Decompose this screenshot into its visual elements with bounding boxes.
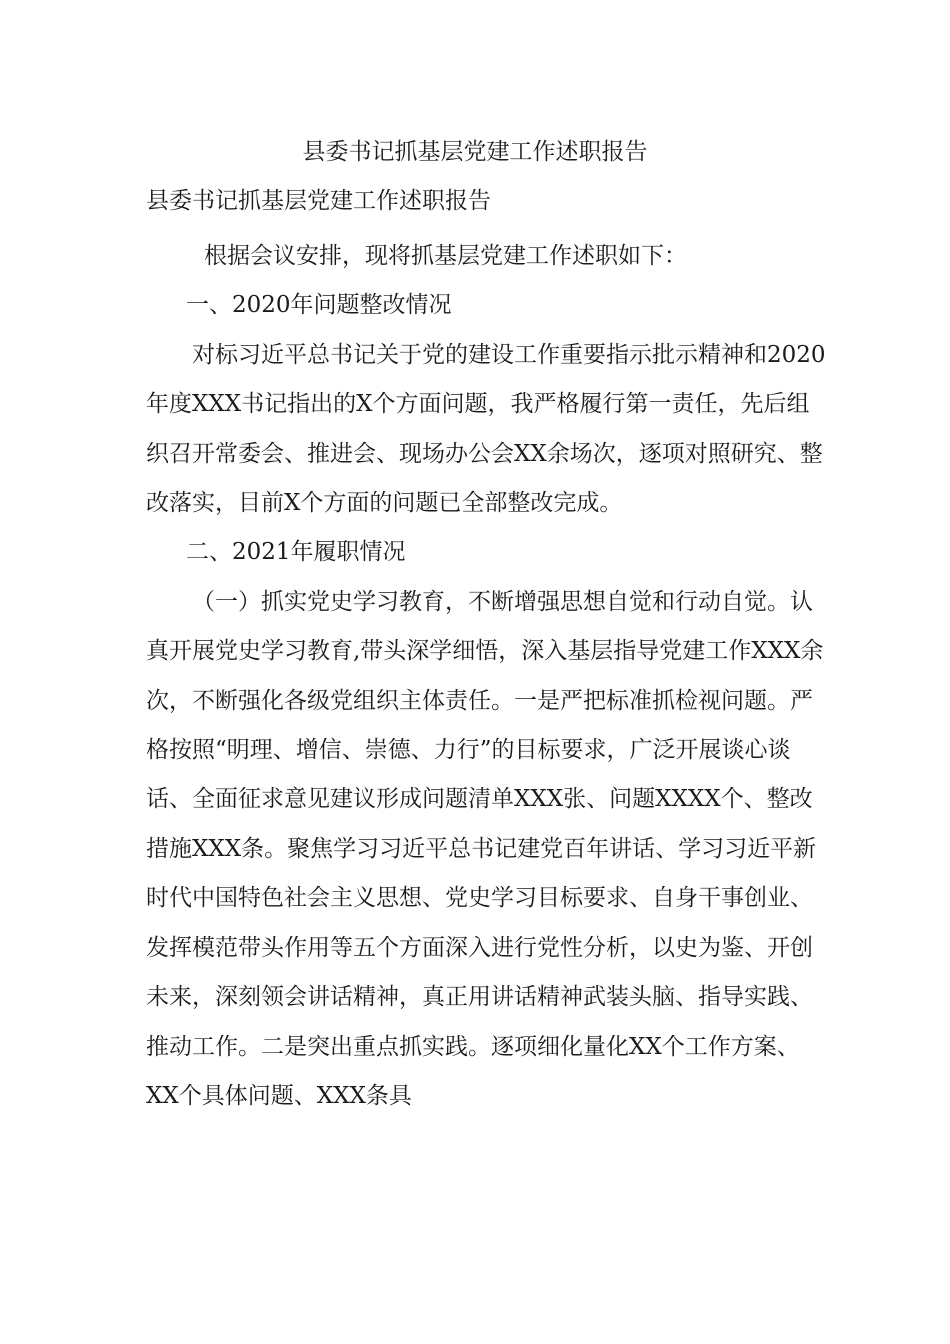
section-heading-2020: 一、2020年问题整改情况 [186, 292, 452, 319]
document-subtitle: 县委书记抓基层党建工作述职报告 [146, 188, 491, 214]
document-body [146, 232, 826, 1121]
paragraph-2020-rectification: 对标习近平总书记关于党的建设工作重要指示批示精神和2020年度XXX书记指出的X个方面问题，我严格履行第一责任，先后组织召开常委会、推进会、现场办公会XX余场次，逐项对照研究、整改落实，目前X个方面的问题已全部整改完成。 [146, 341, 826, 517]
paragraph-party-history-education: （一）抓实党史学习教育，不断增强思想自觉和行动自觉。认真开展党史学习教育,带头深学细悟，深入基层指导党建工作XXX余次，不断强化各级党组织主体责任。一是严把标准抓检视问题。严格按照“明理、增信、崇德、力行”的目标要求，广泛开展谈心谈话、全面征求意见建议形成问题清单XXX张、问题XXXX个、整改措施XXX条。聚焦学习习近平总书记建党百年讲话、学习习近平新时代中国特色社会主义思想、党史学习目标要求、自身干事创业、发挥模范带头作用等五个方面深入进行党性分析，以史为鉴、开创未来，深刻领会讲话精神，真正用讲话精神武装头脑、指导实践、推动工作。二是突出重点抓实践。逐项细化量化XX个工作方案、XX个具体问题、XXX条具 [146, 588, 824, 1109]
section-heading-2021: 二、2021年履职情况 [186, 539, 406, 566]
paragraph-opening: 根据会议安排，现将抓基层党建工作述职如下： [204, 243, 687, 269]
document-title: 县委书记抓基层党建工作述职报告 [302, 139, 648, 165]
